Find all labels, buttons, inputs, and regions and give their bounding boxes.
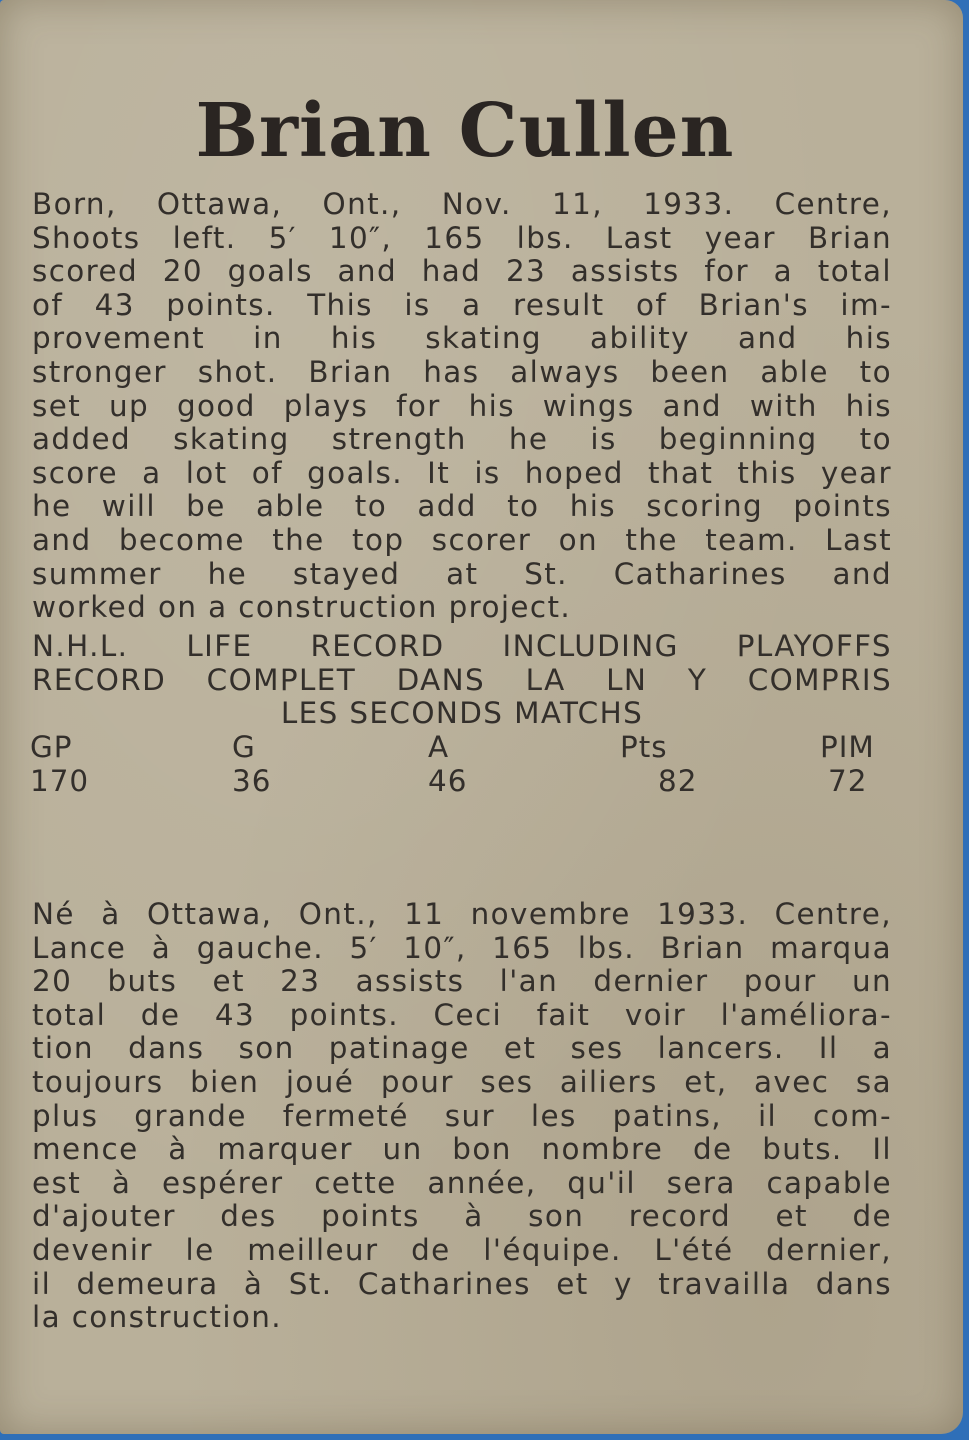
french-bio-line: il demeura à St. Catharines et y travailla dans xyxy=(32,1266,892,1301)
english-bio-line: of 43 points. This is a result of Brian's im- xyxy=(32,287,892,322)
french-bio-line: Né à Ottawa, Ont., 11 novembre 1933. Centre, xyxy=(32,897,892,931)
english-bio-line: scored 20 goals and had 23 assists for a total xyxy=(32,254,892,289)
french-bio-line: tion dans son patinage et ses lancers. Il a xyxy=(32,1031,892,1066)
english-bio-line: worked on a construction project. xyxy=(32,590,572,625)
stat-header: GP xyxy=(30,730,73,764)
french-bio-line: 20 buts et 23 assists l'an dernier pour un xyxy=(32,964,892,999)
stat-value: 170 xyxy=(30,764,90,798)
english-bio-line: set up good plays for his wings and with his xyxy=(32,388,892,423)
french-bio-line: la construction. xyxy=(32,1300,283,1335)
stat-column-pim xyxy=(820,730,940,798)
english-bio-line: summer he stayed at St. Catharines and xyxy=(32,556,892,591)
french-bio-line: est à espérer cette année, qu'il sera capable xyxy=(32,1165,892,1200)
stat-value: 46 xyxy=(428,764,468,798)
stat-column-pts xyxy=(620,730,740,798)
french-bio-line: total de 43 points. Ceci fait voir l'améliora- xyxy=(32,997,892,1032)
english-bio-line: Shoots left. 5′ 10″, 165 lbs. Last year Brian xyxy=(32,220,892,255)
stat-header: PIM xyxy=(820,730,875,764)
record-heading-english: N.H.L. LIFE RECORD INCLUDING PLAYOFFS xyxy=(32,629,892,663)
stat-value: 82 xyxy=(658,764,698,798)
stat-header: Pts xyxy=(620,730,668,764)
stat-column-g xyxy=(232,730,352,798)
record-heading xyxy=(32,630,892,731)
english-bio-line: and become the top scorer on the team. Last xyxy=(32,522,892,557)
record-heading-french-line1: RECORD COMPLET DANS LA LN Y COMPRIS xyxy=(32,662,892,697)
french-bio-line: plus grande fermeté sur les patins, il com- xyxy=(32,1098,892,1133)
stat-value: 72 xyxy=(828,764,868,798)
english-biography xyxy=(32,188,892,625)
player-name-title: Brian Cullen xyxy=(195,88,735,174)
english-bio-line: stronger shot. Brian has always been able to xyxy=(32,354,892,389)
english-bio-line: he will be able to add to his scoring points xyxy=(32,489,892,524)
stat-header: G xyxy=(232,730,256,764)
english-bio-line: score a lot of goals. It is hoped that this year xyxy=(32,455,892,490)
stat-value: 36 xyxy=(232,764,272,798)
english-bio-line: added skating strength he is beginning to xyxy=(32,422,892,457)
french-bio-line: Lance à gauche. 5′ 10″, 165 lbs. Brian marqua xyxy=(32,930,892,965)
french-bio-line: d'ajouter des points à son record et de xyxy=(32,1199,892,1234)
french-bio-line: mence à marquer un bon nombre de buts. Il xyxy=(32,1132,892,1167)
stat-column-gp xyxy=(30,730,150,798)
stat-column-a xyxy=(428,730,548,798)
stat-header: A xyxy=(428,730,450,764)
record-heading-french-line2: LES SECONDS MATCHS xyxy=(280,696,644,731)
french-bio-line: devenir le meilleur de l'équipe. L'été dernier, xyxy=(32,1232,892,1267)
english-bio-line: provement in his skating ability and his xyxy=(32,321,892,356)
french-bio-line: toujours bien joué pour ses ailiers et, avec sa xyxy=(32,1064,892,1099)
french-biography xyxy=(32,898,892,1335)
english-bio-line: Born, Ottawa, Ont., Nov. 11, 1933. Centre, xyxy=(32,187,892,221)
stats-table xyxy=(30,730,900,800)
